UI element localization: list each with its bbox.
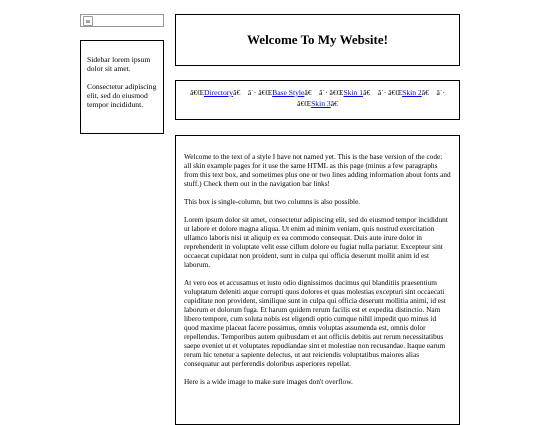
content-paragraph: At vero eos et accusamus et iusto odio dignissimos ducimus qui blanditiis praesentium voluptatum deleniti atque corrupti quos dolores et quas molestias excepturi sint occaecati cupiditate non provident, similique sunt in culpa qui officia deserunt mollitia animi, id est laborum et dolorum fuga. Et harum quidem rerum facilis est et expedita distinctio. Nam libero tempore, cum soluta nobis est eligendi optio cumque nihil impedit quo minus id quod maxime placeat facere possimus, omnis voluptas assumenda est, omnis dolor repellendus. Temporibus autem quibusdam et aut officiis debitis aut rerum necessitatibus saepe eveniet ut et voluptates repudiandae sint et molestiae non recusandae. Itaque earum rerum hic tenetur a sapiente delectus, ut aut reiciendis voluptatibus maiores alias consequatur aut perferendis doloribus asperiores repellat.	[184, 278, 446, 368]
nav-separator: â€Œ	[297, 98, 312, 108]
nav-separator: â€ â˙·	[233, 88, 257, 97]
sidebar	[80, 40, 164, 134]
nav-separator: â€ â˙·	[304, 88, 328, 97]
nav-separator: â€ â˙·	[421, 88, 445, 97]
nav-link-skin-2[interactable]: Skin 2	[402, 88, 422, 97]
nav-separator: â€Œ	[258, 88, 273, 97]
sidebar-paragraph: Sidebar lorem ipsum dolor sit amet.	[87, 55, 151, 73]
sidebar-paragraph: Consectetur adipiscing elit, sed do eiusmod tempor incididunt.	[87, 82, 157, 109]
broken-image-icon	[83, 16, 93, 26]
nav-separator: â€Œ	[329, 88, 344, 97]
navigation-bar	[175, 80, 460, 120]
content-paragraph: Here is a wide image to make sure images don't overflow.	[184, 377, 353, 386]
nav-separator: â€	[330, 98, 338, 108]
nav-link-directory[interactable]: Directory	[203, 88, 234, 97]
nav-link-skin-3[interactable]: Skin 3	[311, 98, 331, 108]
content-paragraph: Lorem ipsum dolor sit amet, consectetur adipiscing elit, sed do eiusmod tempor incididunt ut labore et dolore magna aliqua. Ut enim ad minim veniam, quis nostrud exercitation ullamco laboris nisi ut aliquip ex ea commodo consequat. Duis aute irure dolor in reprehenderit in voluptate velit esse cillum dolore eu fugiat nulla pariatur. Excepteur sint occaecat cupidatat non proident, sunt in culpa qui officia deserunt mollit anim id est laborum.	[184, 215, 448, 269]
nav-separator: â€ â˙·	[363, 88, 387, 97]
nav-separator: â€Œ	[190, 88, 204, 97]
nav-link-base-style[interactable]: Base Style	[272, 88, 305, 97]
content-paragraph: Welcome to the text of a style I have not named yet. This is the base version of the code: all skin example pages for it use the same HTML as this page (minus a few paragraphs from this text box, and sometimes plus one or two lines adding information about fonts and stuff.) Check them out in the navigation bar links!	[184, 152, 451, 188]
nav-link-skin-1[interactable]: Skin 1	[343, 88, 364, 97]
page-title: Welcome To My Website!	[247, 32, 388, 47]
main-content	[175, 135, 460, 425]
content-paragraph: This box is single-column, but two columns is also possible.	[184, 197, 361, 206]
header	[175, 14, 460, 66]
nav-separator: â€Œ	[388, 88, 403, 97]
logo-image	[80, 14, 164, 27]
